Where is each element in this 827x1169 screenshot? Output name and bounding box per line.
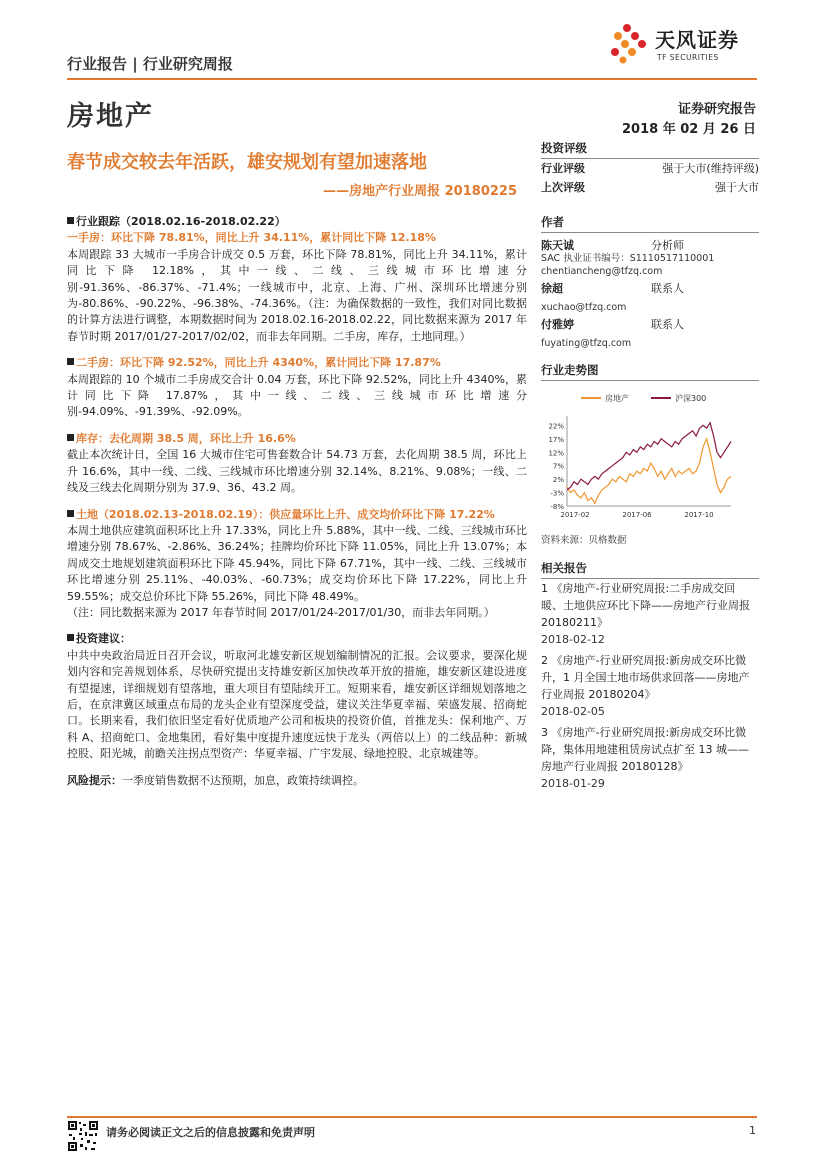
risk-tip: 风险提示：一季度销售数据不达预期，加息，政策持续调控。 (67, 773, 364, 787)
second-hand-body: 本周跟踪的 10 个城市二手房成交合计 0.04 万套，环比下降 92.52%，同比上升 4340%，累计同比下降 17.87%，其中一线、二线、三线城市环比增速分别-94.09%、-91.39%、-92.09%。 (67, 372, 527, 419)
rating-head: 投资评级 (541, 140, 759, 159)
author-2: 徐超 联系人 (541, 282, 684, 295)
y-tick-label: 22% (548, 422, 564, 431)
report-title: 春节成交较去年活跃，雄安规划有望加速落地 (67, 152, 427, 173)
tracking-section-head: 行业跟踪（2018.02.16-2018.02.22） (67, 214, 527, 230)
main-content (67, 214, 527, 789)
related-date-2: 2018-02-05 (541, 705, 605, 718)
report-subtitle: ——房地产行业周报 20180225 (323, 184, 517, 199)
related-item-1[interactable]: 1 《房地产-行业研究周报:二手房成交回暖、土地供应环比下降——房地产行业周报 20180211》 (541, 582, 750, 629)
prev-rating-row: 上次评级 强于大市 (541, 181, 759, 194)
qr-code-icon (67, 1120, 99, 1152)
series-line-realestate (567, 439, 731, 504)
report-type: 证券研究报告 (677, 102, 756, 117)
trend-head: 行业走势图 (541, 362, 759, 381)
rating-row: 行业评级 强于大市(维持评级) (541, 162, 759, 175)
trend-chart (541, 386, 759, 526)
page-number: 1 (749, 1124, 756, 1137)
legend-label: 房地产 (605, 394, 629, 403)
y-tick-label: -3% (550, 489, 564, 498)
y-tick-label: 17% (548, 435, 564, 444)
author-3-email[interactable]: fuyating@tfzq.com (541, 338, 632, 349)
land-body: 本周土地供应建筑面积环比上升 17.33%，同比上升 5.88%，其中一线、二线、三线城市环比增速分别 78.67%、-2.86%、36.24%；挂牌均价环比下降 11.05%，同比上升 13.07%；本周成交土地规划建筑面积环比下降 45.94%，同比下降 67.71%，其中一线、二线、三线城市环比增速分别 25.11%、-40.03%、-60.73%；成交均价环比下降 17.22%，同比上升 59.55%；成交总价环比下降 55.26%，同比下降 48.49%。 (67, 523, 527, 603)
chart-source: 资料来源：贝格数据 (541, 535, 627, 546)
x-tick-label: 2017-02 (560, 511, 590, 519)
related-date-1: 2018-02-12 (541, 633, 605, 646)
y-tick-label: 2% (552, 476, 564, 485)
trend-chart-svg (541, 386, 759, 526)
related-date-3: 2018-01-29 (541, 777, 605, 790)
sector-title: 房地产 (67, 101, 154, 132)
report-date: 2018 年 02 月 26 日 (622, 122, 756, 137)
x-tick-label: 2017-06 (622, 511, 652, 519)
brand-en: TF SECURITIES (657, 53, 719, 62)
author-head: 作者 (541, 214, 759, 233)
author-block (541, 214, 759, 350)
land-head: 土地（2018.02.13-2018.02.19）：供应量环比上升、成交均价环比下降 17.22% (67, 507, 527, 523)
trend-block (541, 362, 759, 381)
author-1-cert: SAC 执业证书编号：S1110517110001 (541, 253, 715, 264)
author-1: 陈天诚 分析师 (541, 239, 684, 252)
report-category: 行业报告 | 行业研究周报 (67, 55, 233, 73)
x-tick-label: 2017-10 (684, 511, 714, 519)
y-tick-label: 12% (548, 449, 564, 458)
related-item-2[interactable]: 2 《房地产-行业研究周报:新房成交环比微升，1 月全国土地市场供求回落——房地产行业周报 20180204》 (541, 654, 750, 701)
series-line-hs300 (567, 423, 731, 490)
brand-logo (609, 18, 759, 70)
second-hand-head: 二手房：环比下降 92.52%，同比上升 4340%，累计同比下降 17.87% (67, 355, 527, 371)
related-item-3[interactable]: 3 《房地产-行业研究周报:新房成交环比微降，集体用地建租赁房试点扩至 13 城——房地产行业周报 20180128》 (541, 726, 749, 773)
y-tick-label: -8% (550, 503, 564, 511)
first-hand-head: 一手房：环比下降 78.81%，同比上升 34.11%，累计同比下降 12.18% (67, 231, 436, 245)
author-1-email[interactable]: chentiancheng@tfzq.com (541, 266, 663, 277)
header-divider (67, 78, 757, 80)
first-hand-body: 本周跟踪 33 大城市一手房合计成交 0.5 万套，环比下降 78.81%，同比上升 34.11%，累计同比下降 12.18%，其中一线、二线、三线城市环比增速分别-91.36%、-86.37%、-71.4%；一线城市中，北京、上海、广州、深圳环比增速分别为-80.86%、-90.22%、-96.38%、-74.36%。（注：为确保数据的一致性，我们对同比数据的计算方法进行调整，本期数据时间为 2018.02.16-2018.02.22，同比数据来源为 2017 年春节时期 2017/01/27-2017/02/02，而非去年同期。二手房，库存，土地同理。） (67, 247, 527, 343)
footer-divider (67, 1116, 757, 1118)
author-3: 付雅婷 联系人 (541, 318, 684, 331)
legend-label: 沪深300 (675, 394, 707, 403)
brand-mark-icon (609, 22, 653, 66)
inventory-body: 截止本次统计日，全国 16 大城市住宅可售套数合计 54.73 万套，去化周期 38.5 周，环比上升 16.6%，其中一线、二线、三线城市环比增速分别 32.14%、8.21%、9.08%；一线、二线及三线去化周期分别为 37.9、36、43.2 周。 (67, 448, 527, 495)
related-head: 相关报告 (541, 560, 759, 579)
inventory-head: 库存：去化周期 38.5 周，环比上升 16.6% (67, 431, 527, 447)
brand-name: 天风证券 (655, 28, 739, 52)
y-tick-label: 7% (552, 462, 564, 471)
advice-body: 中共中央政治局近日召开会议，听取河北雄安新区规划编制情况的汇报。会议要求，要深化规划内容和完善规划体系，尽快研究提出支持雄安新区加快改革开放的措施，雄安新区建设进度有望提速，详细规划有望落地，重大项目有望陆续开工。短期来看，雄安新区详细规划落地之后，在京津冀区域重点布局的龙头企业有望深度受益，建议关注华夏幸福、荣盛发展、招商蛇口。长期来看，我们依旧坚定看好优质地产公司和板块的投资价值，首推龙头：保利地产、万科 A、招商蛇口、金地集团，看好集中度提升速度远快于龙头（两倍以上）的二线品种：新城控股、阳光城，前瞻关注拐点型资产：华夏幸福、广宇发展、绿地控股、北京城建等。 (67, 648, 527, 761)
related-block (541, 560, 759, 579)
footer-disclaimer: 请务必阅读正文之后的信息披露和免责声明 (106, 1126, 315, 1139)
related-list (541, 580, 757, 792)
advice-head: 投资建议： (67, 631, 527, 647)
rating-block (541, 140, 759, 197)
land-note: （注：同比数据来源为 2017 年春节时间 2017/01/24-2017/01/30，而非去年同期。） (67, 605, 495, 619)
author-2-email[interactable]: xuchao@tfzq.com (541, 302, 627, 313)
